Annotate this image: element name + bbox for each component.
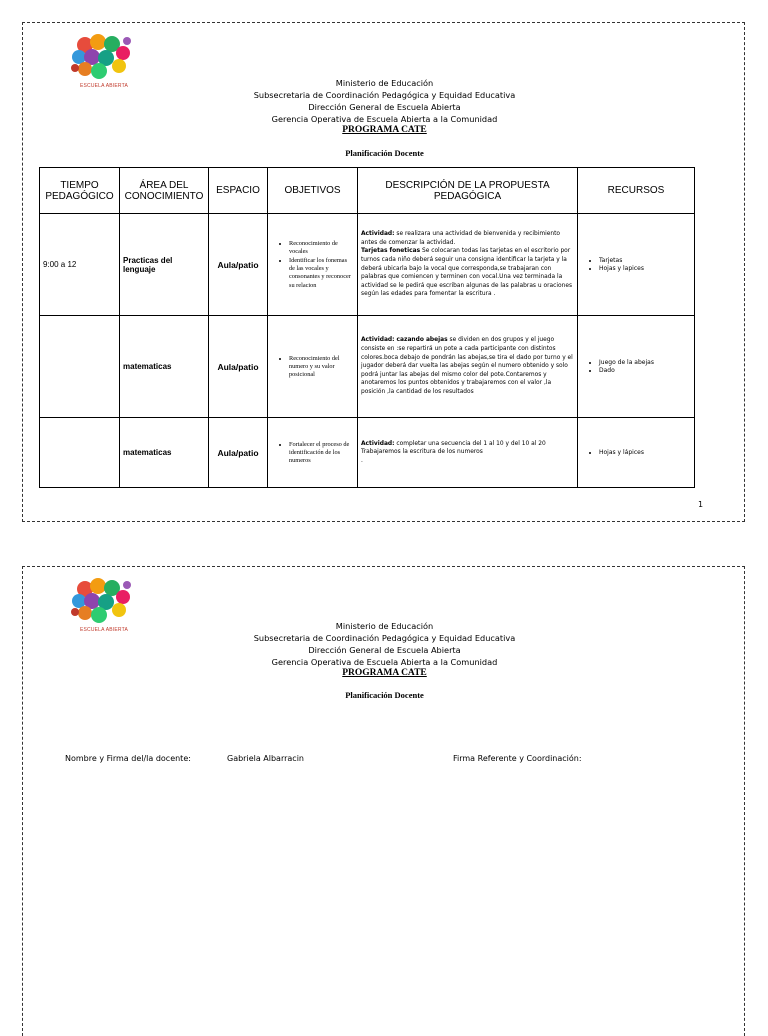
logo-caption: ESCUELA ABIERTA — [79, 83, 129, 89]
time-cell: 9:00 a 12 — [40, 214, 120, 316]
document-header — [23, 77, 746, 136]
logo-caption: ESCUELA ABIERTA — [79, 627, 129, 633]
resources-cell — [578, 214, 695, 316]
teacher-signature-label: Nombre y Firma del/la docente: — [65, 754, 191, 763]
time-cell — [40, 316, 120, 418]
space-cell: Aula/patio — [209, 214, 268, 316]
resource-item: • Hojas y lapices — [599, 265, 691, 274]
document-page-2 — [22, 566, 745, 1036]
description-label: Actividad: — [361, 440, 395, 447]
resource-item: • Juego de la abejas — [599, 359, 691, 368]
table-row — [40, 214, 695, 316]
plan-subtitle: Planificación Docente — [345, 690, 424, 700]
description-text: Se colocaran todas las tarjetas en el escritorio por turnos cada niño deberá seguir una consigna identificar la tarjeta y la deberá ubicarla bajo la vocal que corresponda,se trabajaran con palabras que comiencen y terminen con vocal.Una vez terminada la actividad se le pedirá que escriban algunas de las palabras u oraciones según las edades para fomentar la escritura . — [361, 248, 573, 298]
teacher-name: Gabriela Albarracin — [227, 754, 304, 763]
objective-item: • Fortalecer el proceso de identificación de los numeros — [289, 441, 354, 466]
objectives-cell — [268, 418, 358, 488]
description-extra: . — [361, 457, 363, 464]
description-cell — [358, 316, 578, 418]
document-page-1 — [22, 22, 745, 522]
area-cell: matematicas — [120, 316, 209, 418]
header-line: Ministerio de Educación — [335, 621, 434, 631]
planning-table — [39, 167, 695, 488]
column-header: DESCRIPCIÓN DE LA PROPUESTA PEDAGÓGICA — [358, 168, 578, 214]
description-label: Actividad: — [361, 231, 395, 238]
page-number: 1 — [698, 500, 704, 509]
resource-item: • Tarjetas — [599, 257, 691, 266]
objective-item: • Reconocimiento de vocales — [289, 240, 354, 257]
program-title: PROGRAMA CATE — [342, 668, 427, 678]
resource-item: • Dado — [599, 367, 691, 376]
space-cell: Aula/patio — [209, 418, 268, 488]
header-line: Dirección General de Escuela Abierta — [308, 645, 461, 655]
description-cell — [358, 214, 578, 316]
column-header: RECURSOS — [578, 168, 695, 214]
description-text: se realizara una actividad de bienvenida y recibimiento antes de comenzar la actividad. — [361, 231, 561, 246]
time-cell — [40, 418, 120, 488]
description-text: se dividen en dos grupos y el juego consiste en :se repartirá un pote a cada participante con distintos colores.boca debajo de pondrán las abejas,se tira el dado por turno y el jugador deberá dar vuelta las abejas según el numero obtenido y solo podrá juntar las abejas del mismo color del pote.Contaremos y anotaremos los puntos obtenidos y trabajaremos con el valor ,la posición ,la cantidad de los resultados — [361, 337, 573, 395]
objectives-cell — [268, 316, 358, 418]
table-row — [40, 316, 695, 418]
column-header: ESPACIO — [209, 168, 268, 214]
objective-item: • Identificar los fonemas de las vocales y consonantes y reconocer su relacion — [289, 257, 354, 290]
objectives-cell — [268, 214, 358, 316]
header-line: Subsecretaria de Coordinación Pedagógica y Equidad Educativa — [253, 633, 516, 643]
plan-subtitle: Planificación Docente — [345, 148, 424, 158]
description-cell — [358, 418, 578, 488]
resources-cell — [578, 418, 695, 488]
objective-item: • Reconocimiento del numero y su valor posicional — [289, 355, 354, 380]
header-line: Ministerio de Educación — [335, 78, 434, 88]
column-header: OBJETIVOS — [268, 168, 358, 214]
description-label: Tarjetas foneticas — [361, 248, 421, 255]
header-line: Dirección General de Escuela Abierta — [308, 102, 461, 112]
column-header: TIEMPO PEDAGÓGICO — [40, 168, 120, 214]
logo-bubbles-icon — [65, 33, 143, 81]
table-header-row — [40, 168, 695, 214]
referent-signature-label: Firma Referente y Coordinación: — [453, 754, 582, 763]
space-cell: Aula/patio — [209, 316, 268, 418]
document-header — [23, 620, 746, 679]
area-cell: matematicas — [120, 418, 209, 488]
header-line: Gerencia Operativa de Escuela Abierta a la Comunidad — [271, 114, 498, 124]
header-line: Subsecretaria de Coordinación Pedagógica y Equidad Educativa — [253, 90, 516, 100]
logo-bubbles-icon — [65, 577, 143, 625]
description-text: completar una secuencia del 1 al 10 y del 10 al 20 Trabajaremos la escritura de los numeros — [361, 440, 546, 456]
table-row — [40, 418, 695, 488]
description-label: Actividad: cazando abejas — [361, 337, 448, 344]
resources-cell — [578, 316, 695, 418]
resource-item: • Hojas y lápices — [599, 449, 691, 458]
column-header: ÁREA DEL CONOCIMIENTO — [120, 168, 209, 214]
area-cell: Practicas del lenguaje — [120, 214, 209, 316]
header-line: Gerencia Operativa de Escuela Abierta a la Comunidad — [271, 657, 498, 667]
program-title: PROGRAMA CATE — [342, 125, 427, 135]
